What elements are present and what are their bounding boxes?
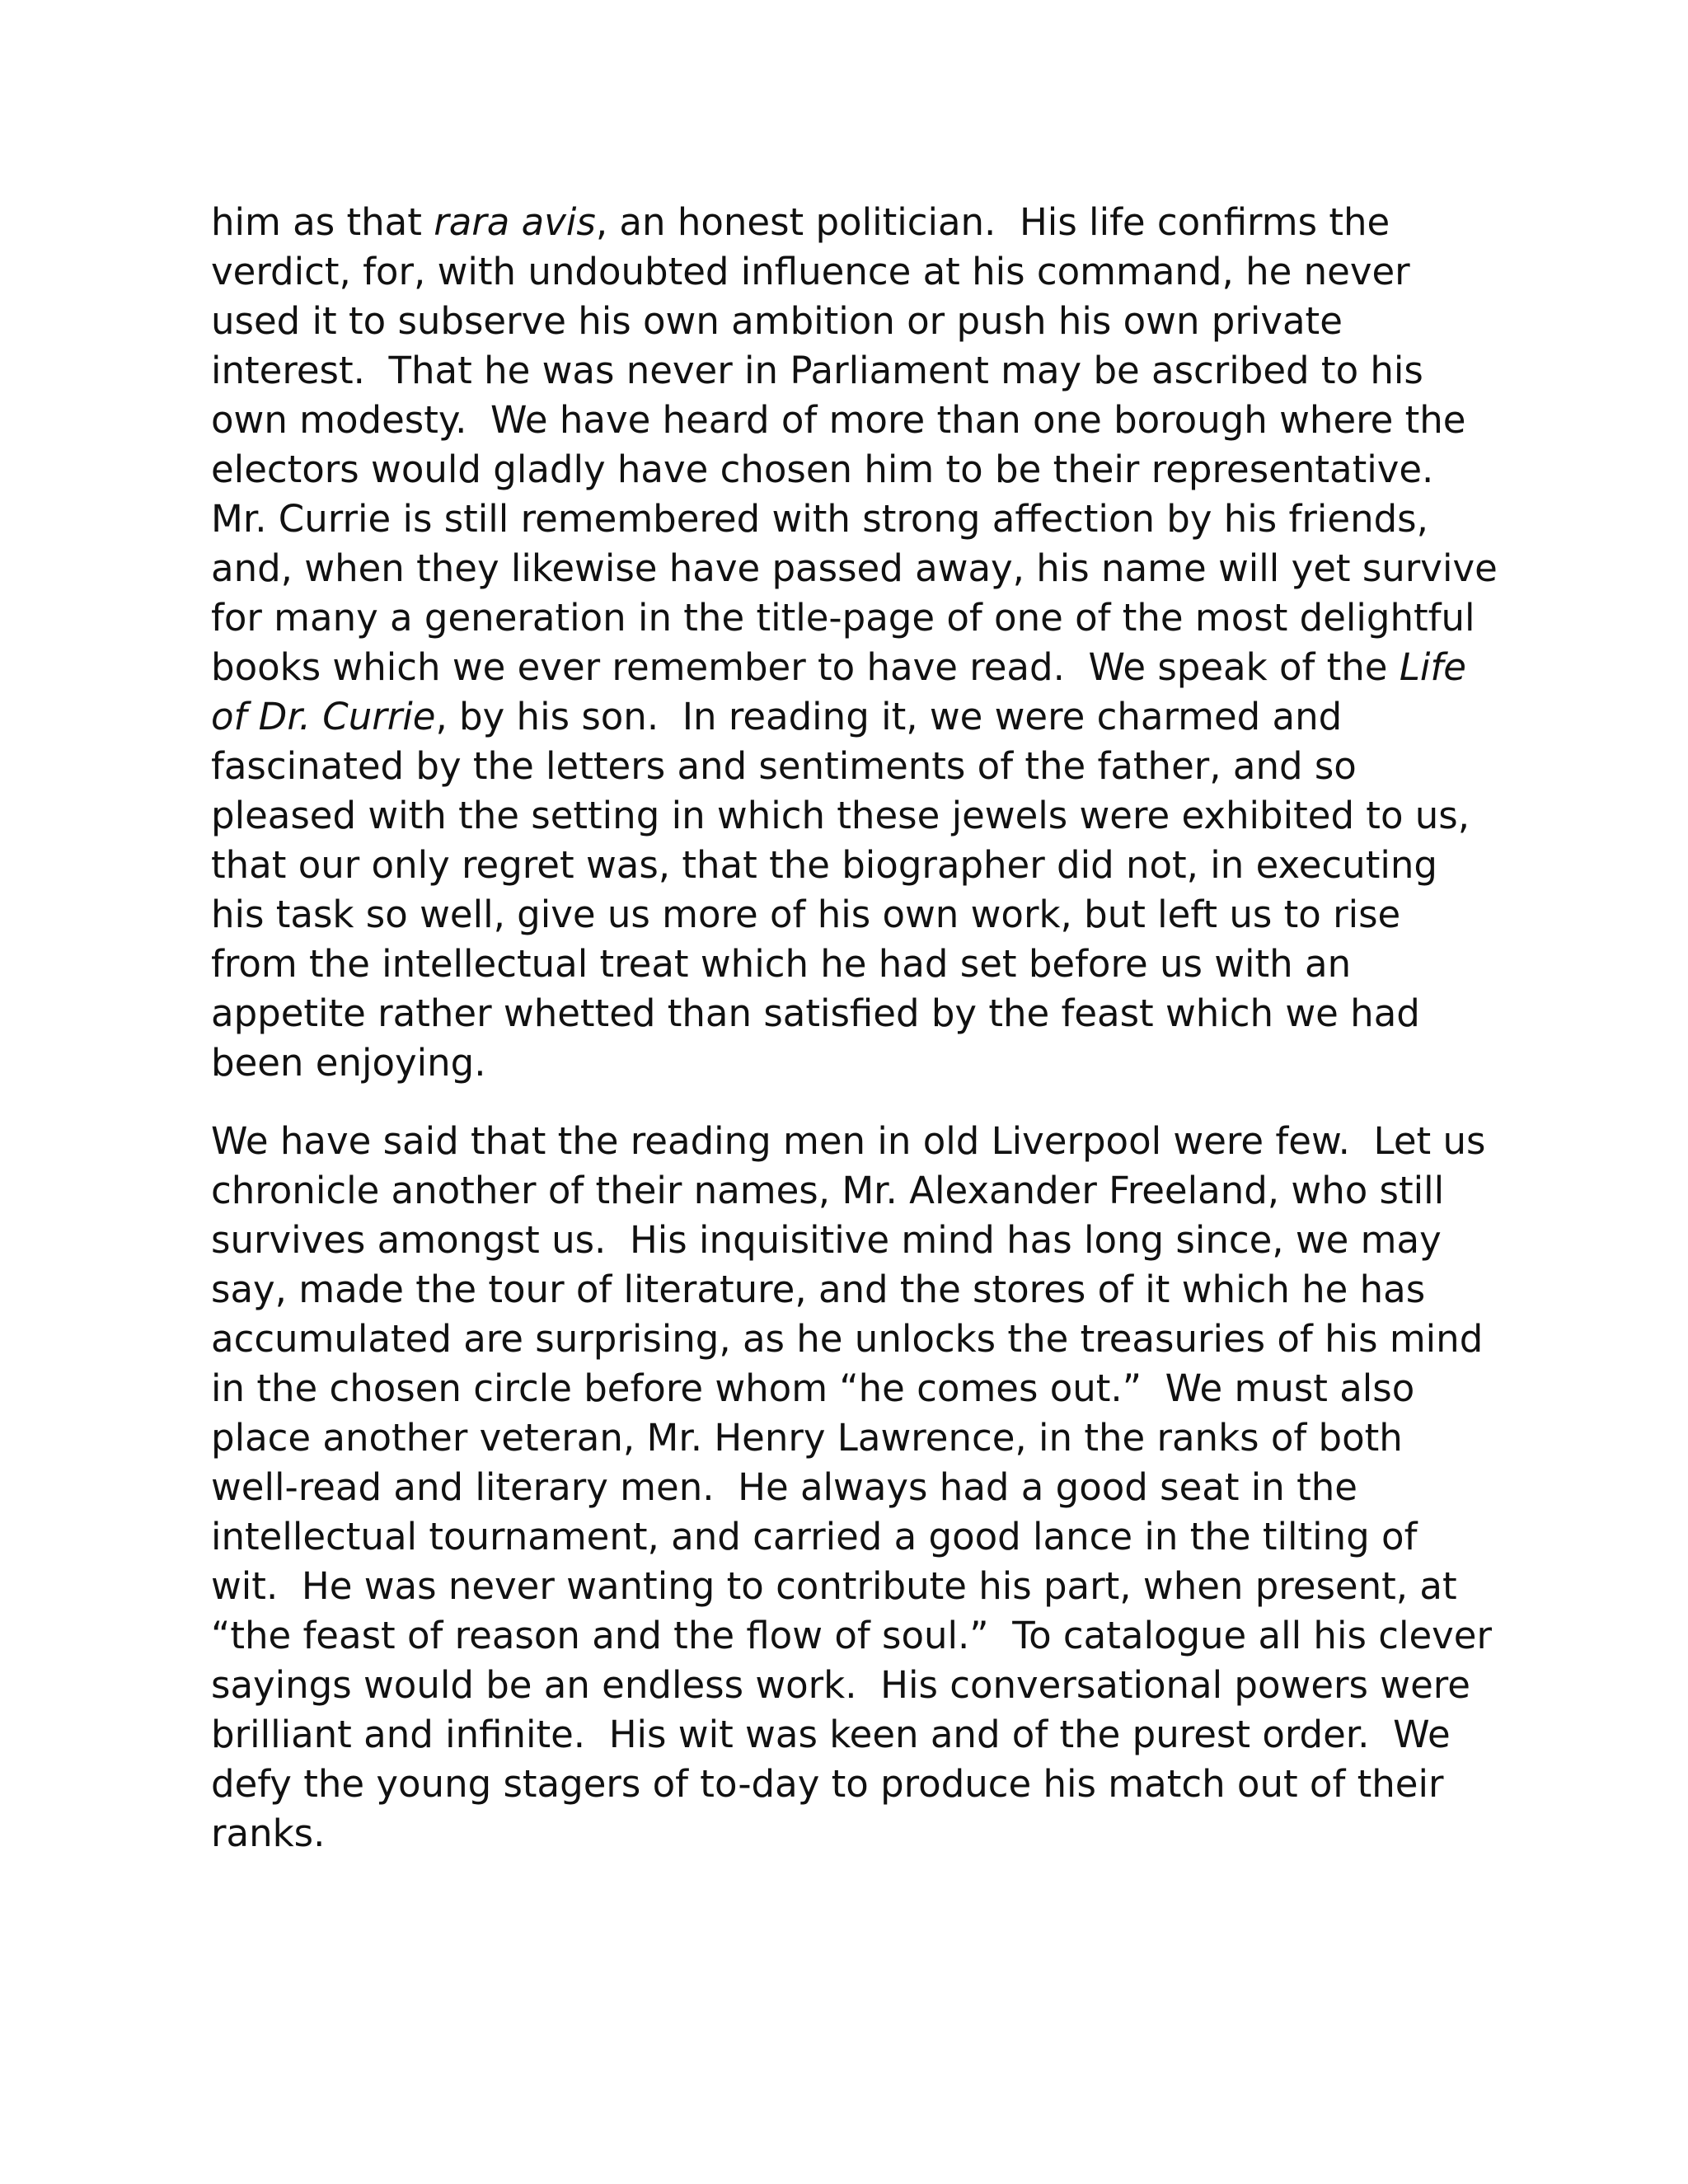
text-segment: own modesty. We have heard of more than one borough where the	[211, 398, 1466, 442]
text-line	[211, 643, 1497, 692]
text-line	[211, 297, 1497, 346]
text-segment: for many a generation in the title-page of one of the most delightful	[211, 596, 1475, 640]
text-segment: intellectual tournament, and carried a good lance in the tilting of	[211, 1515, 1418, 1558]
text-line	[211, 1364, 1497, 1413]
italic-text: of Dr. Currie	[211, 695, 436, 738]
text-segment: ranks.	[211, 1811, 326, 1855]
italic-text: Life	[1399, 645, 1466, 689]
italic-text: rara avis	[434, 200, 596, 244]
text-segment: wit. He was never wanting to contribute his part, when present, at	[211, 1564, 1457, 1608]
text-line	[211, 1611, 1497, 1661]
text-segment: sayings would be an endless work. His conversational powers were	[211, 1663, 1470, 1707]
text-line	[211, 890, 1497, 940]
text-line	[211, 1166, 1497, 1216]
text-line	[211, 692, 1497, 742]
text-segment: place another veteran, Mr. Henry Lawrence, in the ranks of both	[211, 1416, 1403, 1460]
text-line	[211, 1265, 1497, 1315]
text-segment: him as that	[211, 200, 434, 244]
text-line	[211, 1315, 1497, 1364]
text-segment: defy the young stagers of to-day to produce his match out of their	[211, 1762, 1444, 1806]
text-line	[211, 346, 1497, 396]
text-segment: brilliant and infinite. His wit was keen and of the purest order. We	[211, 1713, 1451, 1756]
text-line	[211, 841, 1497, 890]
text-segment: We have said that the reading men in old Liverpool were few. Let us	[211, 1119, 1486, 1163]
text-line	[211, 1463, 1497, 1512]
text-segment: used it to subserve his own ambition or push his own private	[211, 299, 1343, 343]
paragraph-1	[211, 198, 1497, 1088]
text-segment: , by his son. In reading it, we were charmed and	[435, 695, 1343, 738]
text-segment: from the intellectual treat which he had set before us with an	[211, 942, 1352, 986]
text-segment: appetite rather whetted than satisfied by the feast which we had	[211, 991, 1420, 1035]
text-segment: electors would gladly have chosen him to be their representative.	[211, 448, 1434, 491]
text-segment: survives amongst us. His inquisitive mind has long since, we may	[211, 1218, 1442, 1262]
text-segment: in the chosen circle before whom “he comes out.” We must also	[211, 1366, 1415, 1410]
text-line	[211, 1562, 1497, 1611]
text-line	[211, 198, 1497, 247]
text-line	[211, 1710, 1497, 1760]
text-line	[211, 396, 1497, 445]
text-segment: pleased with the setting in which these jewels were exhibited to us,	[211, 794, 1470, 837]
text-segment: “the feast of reason and the flow of soul.” To catalogue all his clever	[211, 1614, 1492, 1657]
text-segment: chronicle another of their names, Mr. Alexander Freeland, who still	[211, 1169, 1445, 1212]
text-line	[211, 989, 1497, 1038]
text-line	[211, 791, 1497, 841]
text-line	[211, 940, 1497, 989]
text-segment: his task so well, give us more of his own work, but left us to rise	[211, 893, 1401, 936]
text-segment: well-read and literary men. He always had a good seat in the	[211, 1465, 1357, 1509]
text-segment: that our only regret was, that the biographer did not, in executing	[211, 843, 1437, 887]
text-line	[211, 1512, 1497, 1562]
text-line	[211, 742, 1497, 791]
text-line	[211, 494, 1497, 544]
text-segment: been enjoying.	[211, 1041, 486, 1085]
text-segment: interest. That he was never in Parliament may be ascribed to his	[211, 349, 1423, 392]
text-line	[211, 1760, 1497, 1809]
text-line	[211, 445, 1497, 494]
text-segment: Mr. Currie is still remembered with strong affection by his friends,	[211, 497, 1428, 541]
text-line	[211, 544, 1497, 593]
text-segment: verdict, for, with undoubted influence at his command, he never	[211, 250, 1410, 293]
text-line	[211, 1038, 1497, 1088]
paragraph-2	[211, 1117, 1497, 1858]
text-line	[211, 1809, 1497, 1858]
text-line	[211, 247, 1497, 297]
text-segment: fascinated by the letters and sentiments of the father, and so	[211, 744, 1357, 788]
text-segment: books which we ever remember to have read. We speak of the	[211, 645, 1400, 689]
text-line	[211, 1413, 1497, 1463]
text-segment: and, when they likewise have passed away, his name will yet survive	[211, 546, 1498, 590]
text-line	[211, 593, 1497, 643]
text-line	[211, 1117, 1497, 1166]
text-line	[211, 1661, 1497, 1710]
text-line	[211, 1216, 1497, 1265]
text-segment: say, made the tour of literature, and the stores of it which he has	[211, 1268, 1426, 1311]
text-segment: , an honest politician. His life confirms the	[595, 200, 1390, 244]
text-segment: accumulated are surprising, as he unlocks the treasuries of his mind	[211, 1317, 1484, 1361]
